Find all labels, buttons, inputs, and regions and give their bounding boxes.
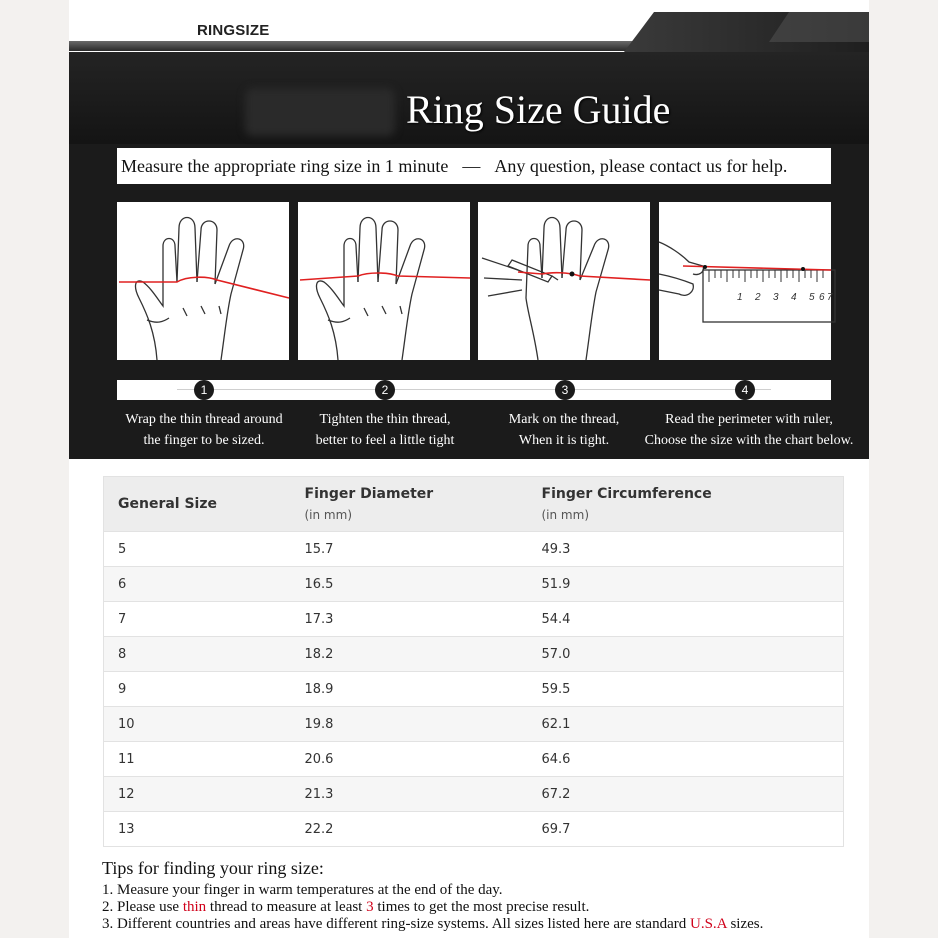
subtitle-right: Any question, please contact us for help. xyxy=(494,155,788,176)
ruler-icon xyxy=(659,202,831,360)
table-header-row xyxy=(104,477,844,532)
header-unit: (in mm) xyxy=(541,508,589,522)
step-1-caption xyxy=(104,409,304,451)
timeline-line xyxy=(177,389,771,390)
guide-subtitle xyxy=(117,148,831,184)
guide-title: Ring Size Guide xyxy=(406,87,671,132)
table-row xyxy=(104,707,844,742)
ruler-number: 1 xyxy=(737,292,743,303)
step-2-illustration xyxy=(298,202,470,360)
tip-2-highlight-thin: thin xyxy=(182,899,207,915)
step-2-number: 2 xyxy=(375,380,395,400)
page xyxy=(69,0,869,938)
table-row xyxy=(104,672,844,707)
cell-circumference: 69.7 xyxy=(542,812,844,847)
step-2-caption xyxy=(285,409,485,451)
tip-2-text: thread to measure at least xyxy=(206,899,367,915)
ruler-number: 2 xyxy=(755,292,761,303)
step-4-caption xyxy=(634,409,864,451)
cell-size: 10 xyxy=(104,707,305,742)
cell-size: 9 xyxy=(104,672,305,707)
hand-mark-icon xyxy=(478,202,650,360)
step-4-illustration xyxy=(659,202,831,360)
table-row xyxy=(104,742,844,777)
header-finger-circumference xyxy=(542,477,844,532)
cell-size: 11 xyxy=(104,742,305,777)
ruler-number: 7 xyxy=(827,292,833,303)
header-label: General Size xyxy=(118,496,217,512)
header-general-size xyxy=(104,477,305,532)
cell-size: 6 xyxy=(104,567,305,602)
ruler-number: 6 xyxy=(819,292,825,303)
header-label: Finger Circumference xyxy=(541,486,712,502)
tip-2-text: times to get the most precise result. xyxy=(373,899,590,915)
tip-3 xyxy=(102,916,862,933)
cell-diameter: 20.6 xyxy=(305,742,542,777)
subtitle-dash: — xyxy=(462,155,481,176)
tip-2-highlight-count: 3 xyxy=(366,899,374,915)
header-title: RINGSIZE xyxy=(197,22,270,39)
cell-circumference: 51.9 xyxy=(542,567,844,602)
cell-size: 12 xyxy=(104,777,305,812)
cell-circumference: 49.3 xyxy=(542,532,844,567)
step-3-line-2: When it is tight. xyxy=(518,433,610,448)
table-row xyxy=(104,637,844,672)
cell-circumference: 57.0 xyxy=(542,637,844,672)
table-row xyxy=(104,602,844,637)
cell-diameter: 19.8 xyxy=(305,707,542,742)
header-unit: (in mm) xyxy=(304,508,352,522)
tip-3-highlight-usa: U.S.A xyxy=(690,916,727,932)
step-4-line-1: Read the perimeter with ruler, xyxy=(665,412,833,427)
step-3-illustration xyxy=(478,202,650,360)
tip-2-text: 2. Please use xyxy=(102,899,183,915)
cell-circumference: 54.4 xyxy=(542,602,844,637)
step-1-line-2: the finger to be sized. xyxy=(143,433,265,448)
cell-diameter: 15.7 xyxy=(305,532,542,567)
step-3-number: 3 xyxy=(555,380,575,400)
cell-diameter: 16.5 xyxy=(305,567,542,602)
cell-circumference: 67.2 xyxy=(542,777,844,812)
hand-tighten-icon xyxy=(298,202,470,360)
header-finger-diameter xyxy=(305,477,542,532)
ruler-number: 4 xyxy=(791,292,797,303)
step-2-line-1: Tighten the thin thread, xyxy=(319,412,451,427)
table-row xyxy=(104,777,844,812)
cell-diameter: 18.9 xyxy=(305,672,542,707)
guide-title-shadow xyxy=(245,88,395,136)
tips-section xyxy=(102,858,862,933)
cell-diameter: 18.2 xyxy=(305,637,542,672)
table-row xyxy=(104,532,844,567)
cell-circumference: 62.1 xyxy=(542,707,844,742)
hand-wrap-icon xyxy=(117,202,289,360)
cell-diameter: 22.2 xyxy=(305,812,542,847)
step-1-line-1: Wrap the thin thread around xyxy=(125,412,283,427)
tip-1: 1. Measure your finger in warm temperatures at the end of the day. xyxy=(102,882,503,898)
tip-3-text: 3. Different countries and areas have different ring-size systems. All sizes listed here are standard xyxy=(102,916,690,932)
step-2-line-2: better to feel a little tight xyxy=(315,433,455,448)
header-label: Finger Diameter xyxy=(304,486,434,502)
ring-size-table xyxy=(103,476,844,847)
tips-title: Tips for finding your ring size: xyxy=(102,858,324,878)
cell-circumference: 64.6 xyxy=(542,742,844,777)
table-row xyxy=(104,812,844,847)
steps-timeline xyxy=(117,380,831,400)
tip-2 xyxy=(102,899,862,916)
cell-size: 8 xyxy=(104,637,305,672)
ruler-number: 3 xyxy=(773,292,779,303)
step-3-line-1: Mark on the thread, xyxy=(508,412,620,427)
step-1-number: 1 xyxy=(194,380,214,400)
ring-size-guide xyxy=(69,52,869,459)
ruler-number: 5 xyxy=(809,292,815,303)
subtitle-left: Measure the appropriate ring size in 1 minute xyxy=(121,155,449,176)
tip-3-text: sizes. xyxy=(726,916,764,932)
header xyxy=(69,0,869,52)
cell-size: 5 xyxy=(104,532,305,567)
table-row xyxy=(104,567,844,602)
cell-size: 7 xyxy=(104,602,305,637)
cell-size: 13 xyxy=(104,812,305,847)
step-4-number: 4 xyxy=(735,380,755,400)
cell-diameter: 17.3 xyxy=(305,602,542,637)
step-4-line-2: Choose the size with the chart below. xyxy=(644,433,854,448)
step-1-illustration xyxy=(117,202,289,360)
cell-diameter: 21.3 xyxy=(305,777,542,812)
cell-circumference: 59.5 xyxy=(542,672,844,707)
